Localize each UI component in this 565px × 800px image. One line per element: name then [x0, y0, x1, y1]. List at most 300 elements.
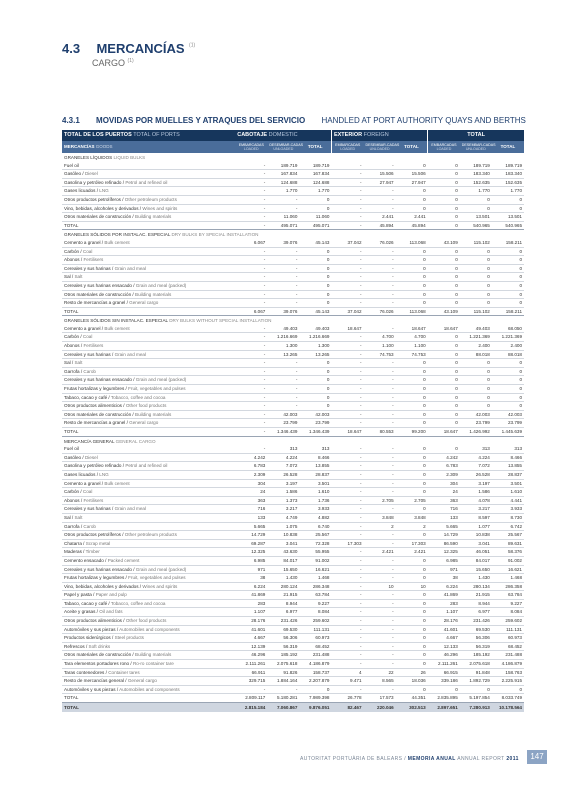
value-cell: 0 [396, 574, 428, 583]
value-cell: - [331, 290, 363, 299]
value-cell: - [331, 574, 363, 583]
value-cell: 76.026 [364, 239, 396, 247]
value-cell: 6.985 [235, 556, 267, 565]
value-cell: - [364, 617, 396, 626]
value-cell: - [235, 290, 267, 299]
value-cell: 22 [364, 668, 396, 677]
value-cell: 0 [299, 290, 331, 299]
value-cell: 1.373 [267, 496, 299, 505]
value-cell: 0 [492, 376, 524, 385]
value-cell: - [364, 273, 396, 282]
value-cell: 495.071 [299, 221, 331, 230]
value-cell: - [235, 187, 267, 196]
value-cell: 84.017 [267, 556, 299, 565]
value-cell: 69.530 [267, 625, 299, 634]
value-cell: 9.227 [492, 599, 524, 608]
value-cell: 0 [460, 256, 492, 265]
value-cell: - [364, 599, 396, 608]
value-cell: 0 [428, 445, 460, 453]
value-cell: - [364, 247, 396, 256]
value-cell: 189.719 [492, 162, 524, 170]
value-cell: - [267, 195, 299, 204]
value-cell: 0 [460, 273, 492, 282]
value-cell: 8.730 [492, 513, 524, 522]
table-row [62, 195, 524, 204]
value-cell: 4.441 [492, 496, 524, 505]
row-label: Fuel oil [62, 162, 235, 170]
row-label: Garrofa / Carob [62, 522, 235, 531]
value-cell: 8.466 [299, 453, 331, 462]
value-cell: - [331, 359, 363, 368]
value-cell: - [267, 393, 299, 402]
value-cell: 18.647 [331, 325, 363, 333]
value-cell: - [235, 342, 267, 351]
value-cell: - [364, 290, 396, 299]
value-cell: 1.221.369 [460, 333, 492, 342]
value-cell: 18.647 [396, 325, 428, 333]
value-cell: 1.610 [299, 488, 331, 497]
value-cell: 189.719 [267, 162, 299, 170]
table-row [62, 677, 524, 686]
value-cell: 69.530 [460, 625, 492, 634]
table-row [62, 410, 524, 419]
value-cell: 38 [428, 574, 460, 583]
table-row [62, 539, 524, 548]
value-cell: 14.729 [235, 531, 267, 540]
table-row [62, 170, 524, 179]
value-cell: 1.770 [460, 187, 492, 196]
value-cell: 13.501 [492, 213, 524, 222]
footer-report-en: ANNUAL REPORT [457, 756, 505, 762]
row-label: TOTAL [62, 694, 235, 703]
value-cell: 115.102 [460, 239, 492, 247]
cargo-table-wrapper [62, 130, 524, 712]
value-cell: 74.753 [364, 350, 396, 359]
value-cell: - [364, 410, 396, 419]
value-cell: 0 [396, 625, 428, 634]
value-cell: 1.892.729 [460, 677, 492, 686]
value-cell: 0 [492, 402, 524, 411]
value-cell: 0 [460, 402, 492, 411]
value-cell: 6.977 [460, 608, 492, 617]
value-cell: 6.985 [428, 556, 460, 565]
value-cell: 158.211 [492, 239, 524, 247]
row-label: Aceite y grasas / Oil and fats [62, 608, 235, 617]
value-cell: 0 [396, 531, 428, 540]
value-cell: 0 [396, 385, 428, 394]
value-cell: - [364, 462, 396, 471]
value-cell: 38 [235, 574, 267, 583]
value-cell: 0 [492, 247, 524, 256]
value-cell: 283 [235, 599, 267, 608]
value-cell: 42.003 [267, 410, 299, 419]
value-cell: 4.186.879 [492, 660, 524, 669]
value-cell: 55.955 [299, 548, 331, 557]
value-cell: 18.647 [331, 428, 363, 437]
row-label: Otros productos petrolíferos / Other petroleum products [62, 531, 235, 540]
row-label: Vino, bebidas, alcoholes y derivados / Wines and spirits [62, 204, 235, 213]
value-cell: 0 [428, 376, 460, 385]
value-cell: - [364, 591, 396, 600]
value-cell: 0 [428, 256, 460, 265]
value-cell: - [235, 385, 267, 394]
value-cell: - [235, 359, 267, 368]
value-cell: 91.826 [267, 668, 299, 677]
header-group-total: TOTAL [396, 141, 428, 153]
table-row [62, 617, 524, 626]
group-title: GRANELES LÍQUIDOS LIQUID BULKS [64, 155, 146, 160]
value-cell: 41.869 [428, 591, 460, 600]
value-cell: - [364, 195, 396, 204]
value-cell: - [331, 522, 363, 531]
header-loaded: EMBARCADAS LOADED [331, 141, 363, 153]
value-cell: - [364, 187, 396, 196]
value-cell: 1.346.439 [299, 428, 331, 437]
row-label: Taras contenedores / Container tares [62, 668, 235, 677]
value-cell: 28.837 [299, 470, 331, 479]
value-cell: 231.426 [267, 617, 299, 626]
value-cell: 0 [396, 204, 428, 213]
value-cell: 14.729 [428, 531, 460, 540]
row-label: Gasóleo / Diesel [62, 453, 235, 462]
value-cell: 1.346.439 [267, 428, 299, 437]
value-cell: 26.528 [267, 470, 299, 479]
value-cell: 18.036 [396, 677, 428, 686]
value-cell: - [331, 651, 363, 660]
value-cell: 0 [396, 470, 428, 479]
value-cell: 2.421 [396, 548, 428, 557]
value-cell: 66.915 [428, 668, 460, 677]
value-cell: - [364, 565, 396, 574]
table-row [62, 204, 524, 213]
value-cell: - [235, 410, 267, 419]
table-row [62, 385, 524, 394]
value-cell: 0 [460, 247, 492, 256]
value-cell: 45.894 [396, 221, 428, 230]
value-cell: 0 [492, 264, 524, 273]
value-cell: 1.107 [428, 608, 460, 617]
value-cell: 39.076 [267, 239, 299, 247]
value-cell: 2 [364, 522, 396, 531]
value-cell: - [331, 462, 363, 471]
value-cell: 3.041 [460, 539, 492, 548]
value-cell: 56.319 [267, 642, 299, 651]
value-cell: 91.002 [299, 556, 331, 565]
value-cell: 971 [235, 565, 267, 574]
value-cell: 41.601 [428, 625, 460, 634]
value-cell: 12.325 [428, 548, 460, 557]
table-row [62, 582, 524, 591]
value-cell: 2.225.915 [492, 677, 524, 686]
value-cell: 1.221.369 [492, 333, 524, 342]
table-row [62, 488, 524, 497]
value-cell: 2.075.618 [460, 660, 492, 669]
table-row [62, 479, 524, 488]
value-cell: 0 [396, 410, 428, 419]
value-cell: 0 [396, 479, 428, 488]
value-cell: 0 [396, 565, 428, 574]
value-cell: 28.176 [428, 617, 460, 626]
value-cell: 540.965 [492, 221, 524, 230]
value-cell: 15.506 [364, 170, 396, 179]
value-cell: 4.882 [299, 513, 331, 522]
header-exterior: EXTERIOR FOREIGN [331, 130, 427, 141]
group-total-row [62, 307, 524, 316]
value-cell: - [331, 195, 363, 204]
value-cell: 26.528 [460, 470, 492, 479]
header-group-total: TOTAL [492, 141, 524, 153]
value-cell: 0 [460, 264, 492, 273]
value-cell: 37.042 [331, 307, 363, 316]
value-cell: 0 [299, 385, 331, 394]
value-cell: 0 [396, 256, 428, 265]
value-cell: 15.650 [267, 565, 299, 574]
value-cell: 10 [396, 582, 428, 591]
value-cell: 185.192 [460, 651, 492, 660]
table-row [62, 376, 524, 385]
value-cell: - [331, 162, 363, 170]
table-row [62, 256, 524, 265]
subsection-number: 4.3.1 [62, 116, 80, 125]
value-cell: 0 [492, 290, 524, 299]
value-cell: - [331, 660, 363, 669]
value-cell: 363 [235, 496, 267, 505]
value-cell: 7.989.398 [299, 694, 331, 703]
value-cell: - [267, 685, 299, 694]
value-cell: 2.441 [364, 213, 396, 222]
value-cell: 99.200 [396, 428, 428, 437]
value-cell: 42.003 [492, 410, 524, 419]
value-cell: 49.403 [267, 325, 299, 333]
header-row-1 [62, 130, 524, 141]
page-number: 147 [527, 750, 547, 764]
value-cell: 0 [396, 462, 428, 471]
value-cell: 4 [331, 668, 363, 677]
value-cell: 13.855 [492, 462, 524, 471]
value-cell: 12.325 [235, 548, 267, 557]
value-cell: - [364, 651, 396, 660]
value-cell: 39.076 [267, 307, 299, 316]
value-cell: 0 [428, 195, 460, 204]
value-cell: 17.573 [364, 694, 396, 703]
value-cell: 111.131 [492, 625, 524, 634]
header-total-ports: TOTAL DE LOS PUERTOS TOTAL OF PORTS [62, 130, 235, 141]
value-cell: 25.567 [299, 531, 331, 540]
value-cell: 1.468 [299, 574, 331, 583]
value-cell: - [331, 608, 363, 617]
value-cell: 152.635 [492, 178, 524, 187]
value-cell: 280.124 [267, 582, 299, 591]
value-cell: 4.186.879 [299, 660, 331, 669]
value-cell: 0 [460, 204, 492, 213]
value-cell: - [331, 513, 363, 522]
value-cell: 0 [299, 264, 331, 273]
value-cell: 68.050 [492, 325, 524, 333]
section-title-note: (1) [189, 42, 196, 49]
value-cell: 0 [428, 187, 460, 196]
value-cell: 0 [460, 290, 492, 299]
value-cell: - [364, 608, 396, 617]
value-cell: - [331, 402, 363, 411]
value-cell: 259.602 [299, 617, 331, 626]
value-cell: 2.441 [396, 213, 428, 222]
value-cell: - [267, 290, 299, 299]
value-cell: - [267, 281, 299, 290]
value-cell: 12.133 [428, 642, 460, 651]
value-cell: - [364, 685, 396, 694]
value-cell: - [331, 204, 363, 213]
table-row [62, 531, 524, 540]
value-cell: 3.217 [267, 505, 299, 514]
value-cell: 4.242 [235, 453, 267, 462]
value-cell: 183.340 [460, 170, 492, 179]
value-cell: 0 [428, 685, 460, 694]
value-cell: 0 [396, 453, 428, 462]
value-cell: 3.848 [364, 513, 396, 522]
value-cell: - [235, 195, 267, 204]
value-cell: 158.211 [492, 307, 524, 316]
row-label: Productos siderúrgicos / Steel products [62, 634, 235, 643]
header-loaded: EMBARCADAS LOADED [235, 141, 267, 153]
table-row [62, 591, 524, 600]
value-cell: - [235, 178, 267, 187]
value-cell: 313 [267, 445, 299, 453]
value-cell: - [235, 367, 267, 376]
value-cell: 167.834 [267, 170, 299, 179]
value-cell: 0 [492, 393, 524, 402]
table-row [62, 668, 524, 677]
value-cell: 68.452 [492, 642, 524, 651]
row-label: Carbón / Coal [62, 488, 235, 497]
value-cell: - [235, 428, 267, 437]
value-cell: 1.884.164 [267, 677, 299, 686]
value-cell: - [331, 342, 363, 351]
value-cell: 3.501 [299, 479, 331, 488]
value-cell: - [235, 445, 267, 453]
value-cell: 158.737 [299, 668, 331, 677]
value-cell: - [267, 359, 299, 368]
group-title-row [62, 436, 524, 445]
value-cell: 304 [235, 479, 267, 488]
value-cell: - [331, 453, 363, 462]
value-cell: 8.033.749 [492, 694, 524, 703]
value-cell: 66.911 [235, 668, 267, 677]
table-row [62, 350, 524, 359]
value-cell: - [364, 299, 396, 308]
value-cell: 88.018 [460, 350, 492, 359]
value-cell: 0 [396, 290, 428, 299]
value-cell: 2 [396, 522, 428, 531]
value-cell: 0 [299, 281, 331, 290]
header-row-2 [62, 141, 524, 153]
value-cell: 3.041 [267, 539, 299, 548]
value-cell: 2.111.261 [428, 660, 460, 669]
value-cell: 63.784 [492, 591, 524, 600]
value-cell: 1.216.669 [299, 333, 331, 342]
value-cell: 0 [428, 299, 460, 308]
value-cell: 0 [299, 393, 331, 402]
table-row [62, 290, 524, 299]
value-cell: 4.667 [428, 634, 460, 643]
value-cell: - [331, 385, 363, 394]
value-cell: 68.452 [299, 642, 331, 651]
value-cell: 49.403 [299, 325, 331, 333]
value-cell: 24 [235, 488, 267, 497]
row-label: Resto de mercancías a granel / General cargo [62, 419, 235, 428]
row-label: Cemento a granel / Bulk cement [62, 325, 235, 333]
table-row [62, 651, 524, 660]
value-cell: 6.224 [235, 582, 267, 591]
value-cell: 28.176 [235, 617, 267, 626]
value-cell: 82.467 [331, 703, 363, 713]
value-cell: - [364, 634, 396, 643]
value-cell: - [364, 385, 396, 394]
table-row [62, 342, 524, 351]
value-cell: - [364, 479, 396, 488]
value-cell: 1.770 [267, 187, 299, 196]
value-cell: 72.328 [299, 539, 331, 548]
value-cell: 1.075 [267, 522, 299, 531]
section-header [62, 40, 195, 58]
value-cell: - [331, 470, 363, 479]
value-cell: 1.770 [299, 187, 331, 196]
value-cell: 27.947 [364, 178, 396, 187]
table-row [62, 608, 524, 617]
row-label: Cereales y sus harinas / Grain and meal [62, 264, 235, 273]
value-cell: 0 [428, 273, 460, 282]
value-cell: - [331, 599, 363, 608]
value-cell: - [364, 367, 396, 376]
value-cell: 11.060 [267, 213, 299, 222]
value-cell: - [364, 470, 396, 479]
row-label: TOTAL [62, 221, 235, 230]
table-row [62, 393, 524, 402]
value-cell: - [331, 625, 363, 634]
value-cell: 0 [428, 350, 460, 359]
value-cell: 0 [460, 367, 492, 376]
header-cabotaje: CABOTAJE DOMESTIC [235, 130, 331, 141]
value-cell: - [235, 170, 267, 179]
value-cell: 1.430 [267, 574, 299, 583]
value-cell: 5.665 [235, 522, 267, 531]
value-cell: 56.306 [267, 634, 299, 643]
subsection-header [62, 116, 526, 125]
table-row [62, 213, 524, 222]
value-cell: - [331, 531, 363, 540]
value-cell: - [235, 264, 267, 273]
value-cell: - [331, 170, 363, 179]
row-label: TOTAL [62, 307, 235, 316]
value-cell: 60.973 [492, 634, 524, 643]
value-cell: 0 [396, 299, 428, 308]
table-row [62, 462, 524, 471]
value-cell: 1.426.992 [460, 428, 492, 437]
value-cell: - [235, 376, 267, 385]
value-cell: - [364, 264, 396, 273]
value-cell: - [364, 539, 396, 548]
value-cell: 0 [396, 556, 428, 565]
value-cell: 113.068 [396, 239, 428, 247]
value-cell: 21.915 [267, 591, 299, 600]
group-title-row [62, 153, 524, 162]
value-cell: 0 [299, 402, 331, 411]
value-cell: 0 [460, 359, 492, 368]
value-cell: - [331, 178, 363, 187]
value-cell: 2.705 [364, 496, 396, 505]
value-cell: 0 [428, 178, 460, 187]
value-cell: - [331, 496, 363, 505]
value-cell: 10.178.564 [492, 703, 524, 713]
